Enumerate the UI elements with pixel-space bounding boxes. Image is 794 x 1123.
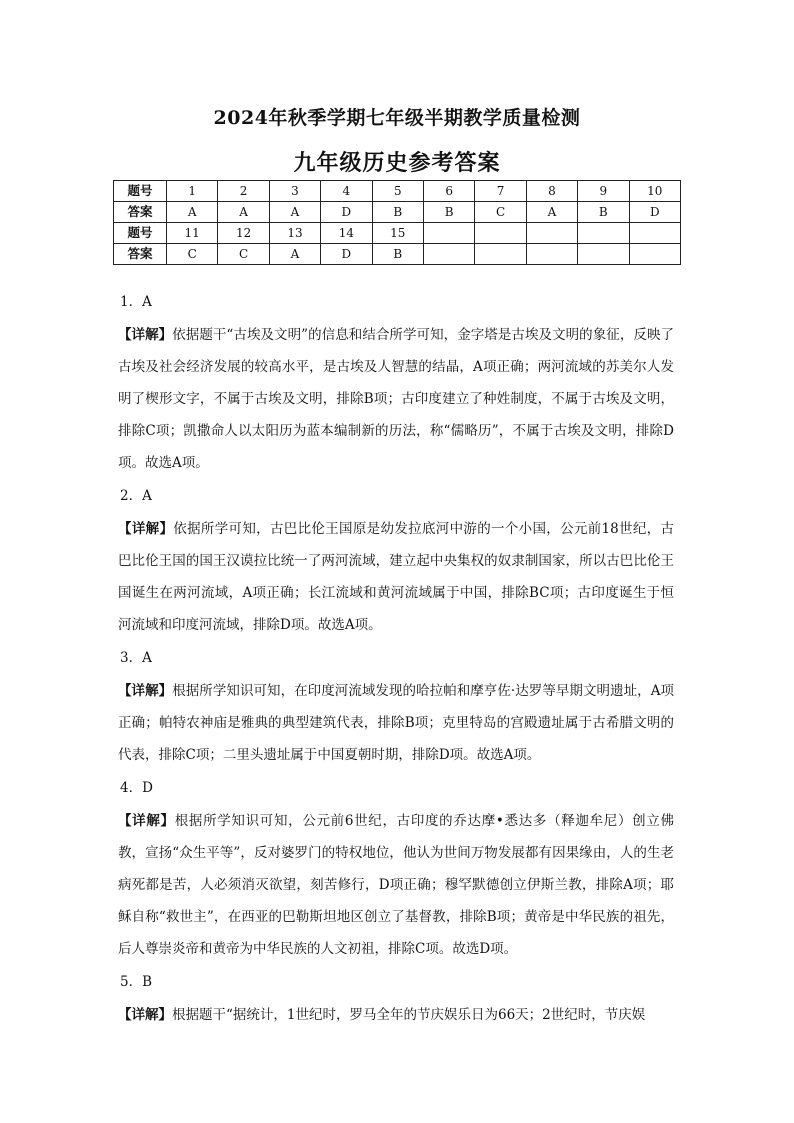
question-number: 4．D	[120, 780, 153, 796]
answer-table-cell: B	[372, 202, 423, 223]
answer-table-cell	[475, 244, 526, 265]
row-header-cell: 题号	[114, 223, 167, 244]
explanation-tag: 【详解】	[118, 1007, 172, 1023]
answer-table-cell	[475, 223, 526, 244]
answer-table-row	[114, 181, 681, 202]
row-header-cell: 答案	[114, 244, 167, 265]
answer-table-cell: C	[167, 244, 218, 265]
answer-table-cell: D	[321, 244, 372, 265]
answer-table-cell	[423, 244, 474, 265]
answer-table-cell: 14	[321, 223, 372, 244]
page-title: 2024年秋季学期七年级半期教学质量检测	[213, 107, 581, 129]
answer-table-cell: A	[218, 202, 269, 223]
page-subtitle: 九年级历史参考答案	[293, 150, 501, 176]
explanation-text: 根据所学知识可知，在印度河流域发现的哈拉帕和摩亨佐·达罗等早期文明遗址，A项正确；帕特农神庙是雅典的典型建筑代表，排除B项；克里特岛的宫殿遗址属于古希腊文明的代表，排除C项；二里头遗址属于中国夏朝时期，排除D项。故选A项。	[118, 683, 675, 763]
answer-table-cell: A	[269, 244, 320, 265]
explanation-text: 依据题干“古埃及文明”的信息和结合所学可知，金字塔是古埃及文明的象征，反映了古埃及社会经济发展的较高水平，是古埃及人智慧的结晶，A项正确；两河流域的苏美尔人发明了楔形文字，不属于古埃及文明，排除B项；古印度建立了种姓制度，不属于古埃及文明，排除C项；凯撒命人以太阳历为蓝本编制新的历法，称“儒略历”，不属于古埃及文明，排除D项。故选A项。	[118, 327, 674, 471]
answer-table-cell	[629, 223, 680, 244]
answer-table-cell	[423, 223, 474, 244]
question-number: 2．A	[120, 488, 152, 504]
question-number: 3．A	[120, 650, 152, 666]
answer-table-cell: A	[526, 202, 577, 223]
answer-table-cell: D	[629, 202, 680, 223]
answer-table-cell	[526, 223, 577, 244]
row-header-cell: 题号	[114, 181, 167, 202]
explanation-text: 根据所学知识可知，公元前6世纪，古印度的乔达摩•悉达多（释迦牟尼）创立佛教，宣扬“众生平等”，反对婆罗门的特权地位，他认为世间万物发展都有因果缘由，人的生老病死都是苦，人必须消灭欲望，刻苦修行，D项正确；穆罕默德创立伊斯兰教，排除A项；耶稣自称“救世主”，在西亚的巴勒斯坦地区创立了基督教，排除B项；黄帝是中华民族的祖先，后人尊崇炎帝和黄帝为中华民族的人文初祖，排除C项。故选D项。	[118, 813, 674, 957]
row-header-cell: 答案	[114, 202, 167, 223]
answer-table-cell	[629, 244, 680, 265]
answer-table-cell: 5	[372, 181, 423, 202]
answer-table-cell	[526, 244, 577, 265]
explanation-paragraph	[118, 999, 674, 1031]
answer-table-cell	[578, 244, 629, 265]
answer-table-cell: B	[423, 202, 474, 223]
answer-table-row	[114, 244, 681, 265]
answer-table-cell: 4	[321, 181, 372, 202]
answer-table-row	[114, 223, 681, 244]
answer-table-cell: 3	[269, 181, 320, 202]
answer-table-cell: B	[578, 202, 629, 223]
explanation-tag: 【详解】	[118, 683, 173, 699]
answer-table-cell: 12	[218, 223, 269, 244]
answer-table-cell: 7	[475, 181, 526, 202]
answer-table-cell: A	[269, 202, 320, 223]
question-number: 5．B	[120, 974, 153, 990]
explanation-tag: 【详解】	[118, 813, 175, 829]
answer-table-cell: 13	[269, 223, 320, 244]
explanation-tag: 【详解】	[118, 521, 174, 537]
answer-table-row	[114, 202, 681, 223]
explanation-paragraph	[118, 513, 674, 641]
explanation-paragraph	[118, 319, 674, 479]
answer-table-cell: C	[475, 202, 526, 223]
explanations-section	[118, 286, 674, 1032]
explanation-paragraph	[118, 805, 674, 965]
answer-table-cell: D	[321, 202, 372, 223]
explanation-paragraph	[118, 675, 674, 771]
answer-table-cell: 1	[167, 181, 218, 202]
answer-table-cell: 10	[629, 181, 680, 202]
answer-table-cell: A	[167, 202, 218, 223]
answer-table-cell: 11	[167, 223, 218, 244]
answer-table-cell: 6	[423, 181, 474, 202]
answer-table	[113, 180, 681, 265]
answer-table-cell: 8	[526, 181, 577, 202]
answer-table-cell: 9	[578, 181, 629, 202]
answer-table-cell: 2	[218, 181, 269, 202]
answer-table-cell: B	[372, 244, 423, 265]
answer-table-cell: 15	[372, 223, 423, 244]
explanation-tag: 【详解】	[118, 327, 173, 343]
explanation-text: 依据所学可知，古巴比伦王国原是幼发拉底河中游的一个小国，公元前18世纪，古巴比伦王国的国王汉谟拉比统一了两河流域，建立起中央集权的奴隶制国家，所以古巴比伦王国诞生在两河流域，A项正确；长江流域和黄河流域属于中国，排除BC项；古印度诞生于恒河流域和印度河流域，排除D项。故选A项。	[118, 521, 674, 633]
question-number: 1．A	[120, 294, 152, 310]
answer-table-cell: C	[218, 244, 269, 265]
explanation-text: 根据题干“据统计，1世纪时，罗马全年的节庆娱乐日为66天；2世纪时，节庆娱	[172, 1007, 646, 1023]
answer-table-cell	[578, 223, 629, 244]
